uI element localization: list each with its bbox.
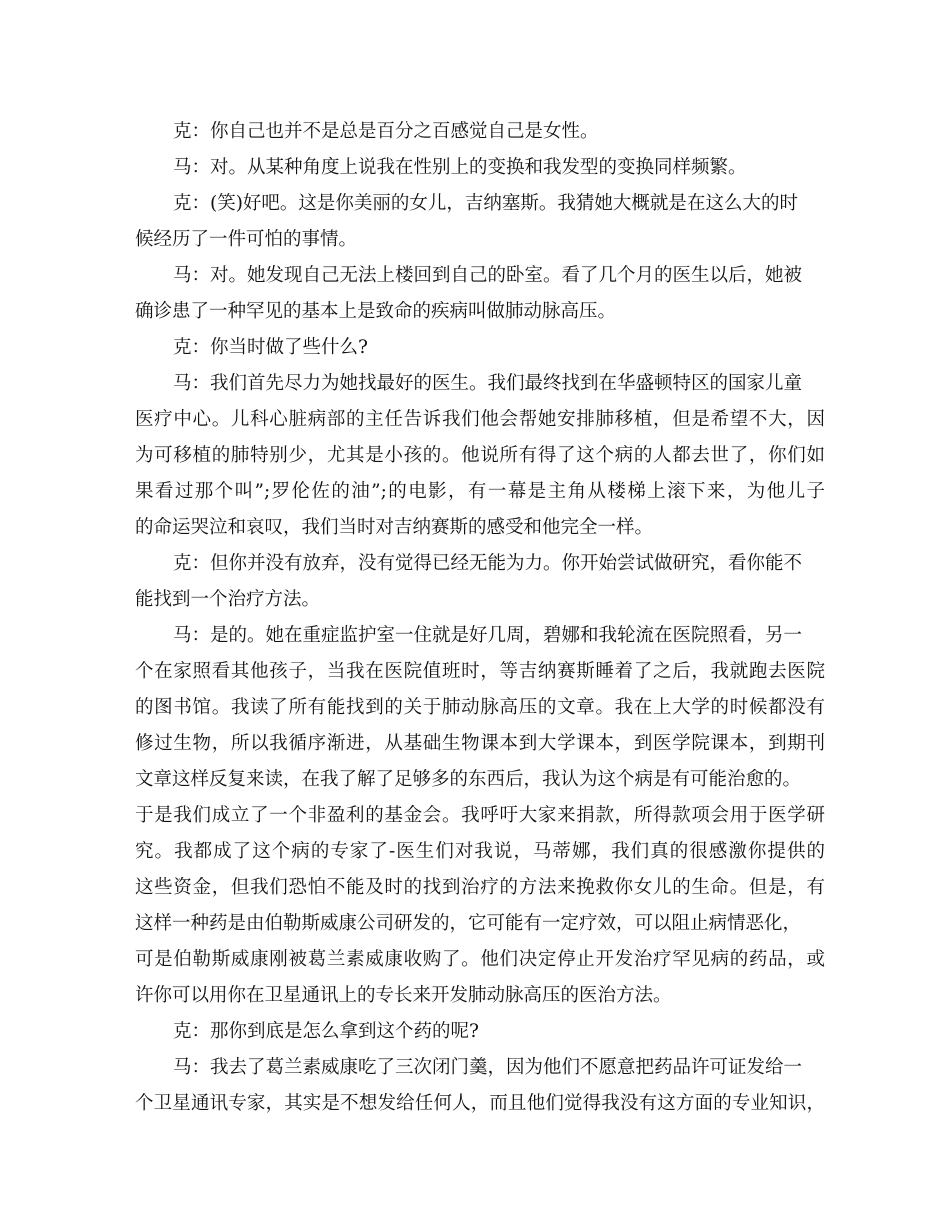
- text-line: 马：对。她发现自己无法上楼回到自己的卧室。看了几个月的医生以后，她被: [173, 265, 803, 286]
- text-line: 的命运哭泣和哀叹，我们当时对吉纳赛斯的感受和他完全一样。: [135, 517, 654, 538]
- text-line: 可是伯勒斯威康刚被葛兰素威康收购了。他们决定停止开发治疗罕见病的药品，或: [135, 949, 825, 970]
- text-line: 克：(笑)好吧。这是你美丽的女儿，吉纳塞斯。我猜她大概就是在这么大的时: [173, 193, 798, 214]
- text-line: 克：那你到底是怎么拿到这个药的呢?: [173, 1021, 479, 1042]
- text-line: 许你可以用你在卫星通讯上的专长来开发肺动脉高压的医治方法。: [135, 985, 672, 1006]
- text-line: 马：我去了葛兰素威康吃了三次闭门羹，因为他们不愿意把药品许可证发给一: [173, 1057, 803, 1078]
- text-line: 果看过那个叫”;罗伦佐的油”;的电影，有一幕是主角从楼梯上滚下来，为他儿子: [135, 481, 825, 502]
- text-line: 为可移植的肺特别少，尤其是小孩的。他说所有得了这个病的人都去世了，你们如: [135, 445, 825, 466]
- text-line: 个在家照看其他孩子，当我在医院值班时，等吉纳赛斯睡着了之后，我就跑去医院: [135, 661, 825, 682]
- text-line: 克：你当时做了些什么?: [173, 337, 368, 358]
- text-line: 这样一种药是由伯勒斯威康公司研发的，它可能有一定疗效，可以阻止病情恶化，: [135, 913, 802, 934]
- text-line: 确诊患了一种罕见的基本上是致命的疾病叫做肺动脉高压。: [135, 301, 617, 322]
- text-line: 的图书馆。我读了所有能找到的关于肺动脉高压的文章。我在上大学的时候都没有: [135, 697, 825, 718]
- text-line: 个卫星通讯专家，其实是不想发给任何人，而且他们觉得我没有这方面的专业知识，: [135, 1093, 825, 1114]
- text-line: 克：你自己也并不是总是百分之百感觉自己是女性。: [173, 121, 599, 142]
- text-line: 能找到一个治疗方法。: [135, 589, 321, 610]
- text-line: 这些资金，但我们恐怕不能及时的找到治疗的方法来挽救你女儿的生命。但是，有: [135, 877, 825, 898]
- text-line: 马：是的。她在重症监护室一住就是好几周，碧娜和我轮流在医院照看，另一: [173, 625, 803, 646]
- text-line: 文章这样反复来读，在我了解了足够多的东西后，我认为这个病是有可能治愈的。: [135, 769, 802, 790]
- text-line: 马：对。从某种角度上说我在性别上的变换和我发型的变换同样频繁。: [173, 157, 747, 178]
- text-line: 究。我都成了这个病的专家了-医生们对我说，马蒂娜，我们真的很感激你提供的: [135, 841, 825, 862]
- text-line: 于是我们成立了一个非盈利的基金会。我呼吁大家来捐款，所得款项会用于医学研: [135, 805, 825, 826]
- text-line: 马：我们首先尽力为她找最好的医生。我们最终找到在华盛顿特区的国家儿童: [173, 373, 803, 394]
- text-line: 医疗中心。儿科心脏病部的主任告诉我们他会帮她安排肺移植，但是希望不大，因: [135, 409, 825, 430]
- text-line: 修过生物，所以我循序渐进，从基础生物课本到大学课本，到医学院课本，到期刊: [135, 733, 825, 754]
- text-line: 克：但你并没有放弃，没有觉得已经无能为力。你开始尝试做研究，看你能不: [173, 553, 803, 574]
- text-line: 候经历了一件可怕的事情。: [135, 229, 358, 250]
